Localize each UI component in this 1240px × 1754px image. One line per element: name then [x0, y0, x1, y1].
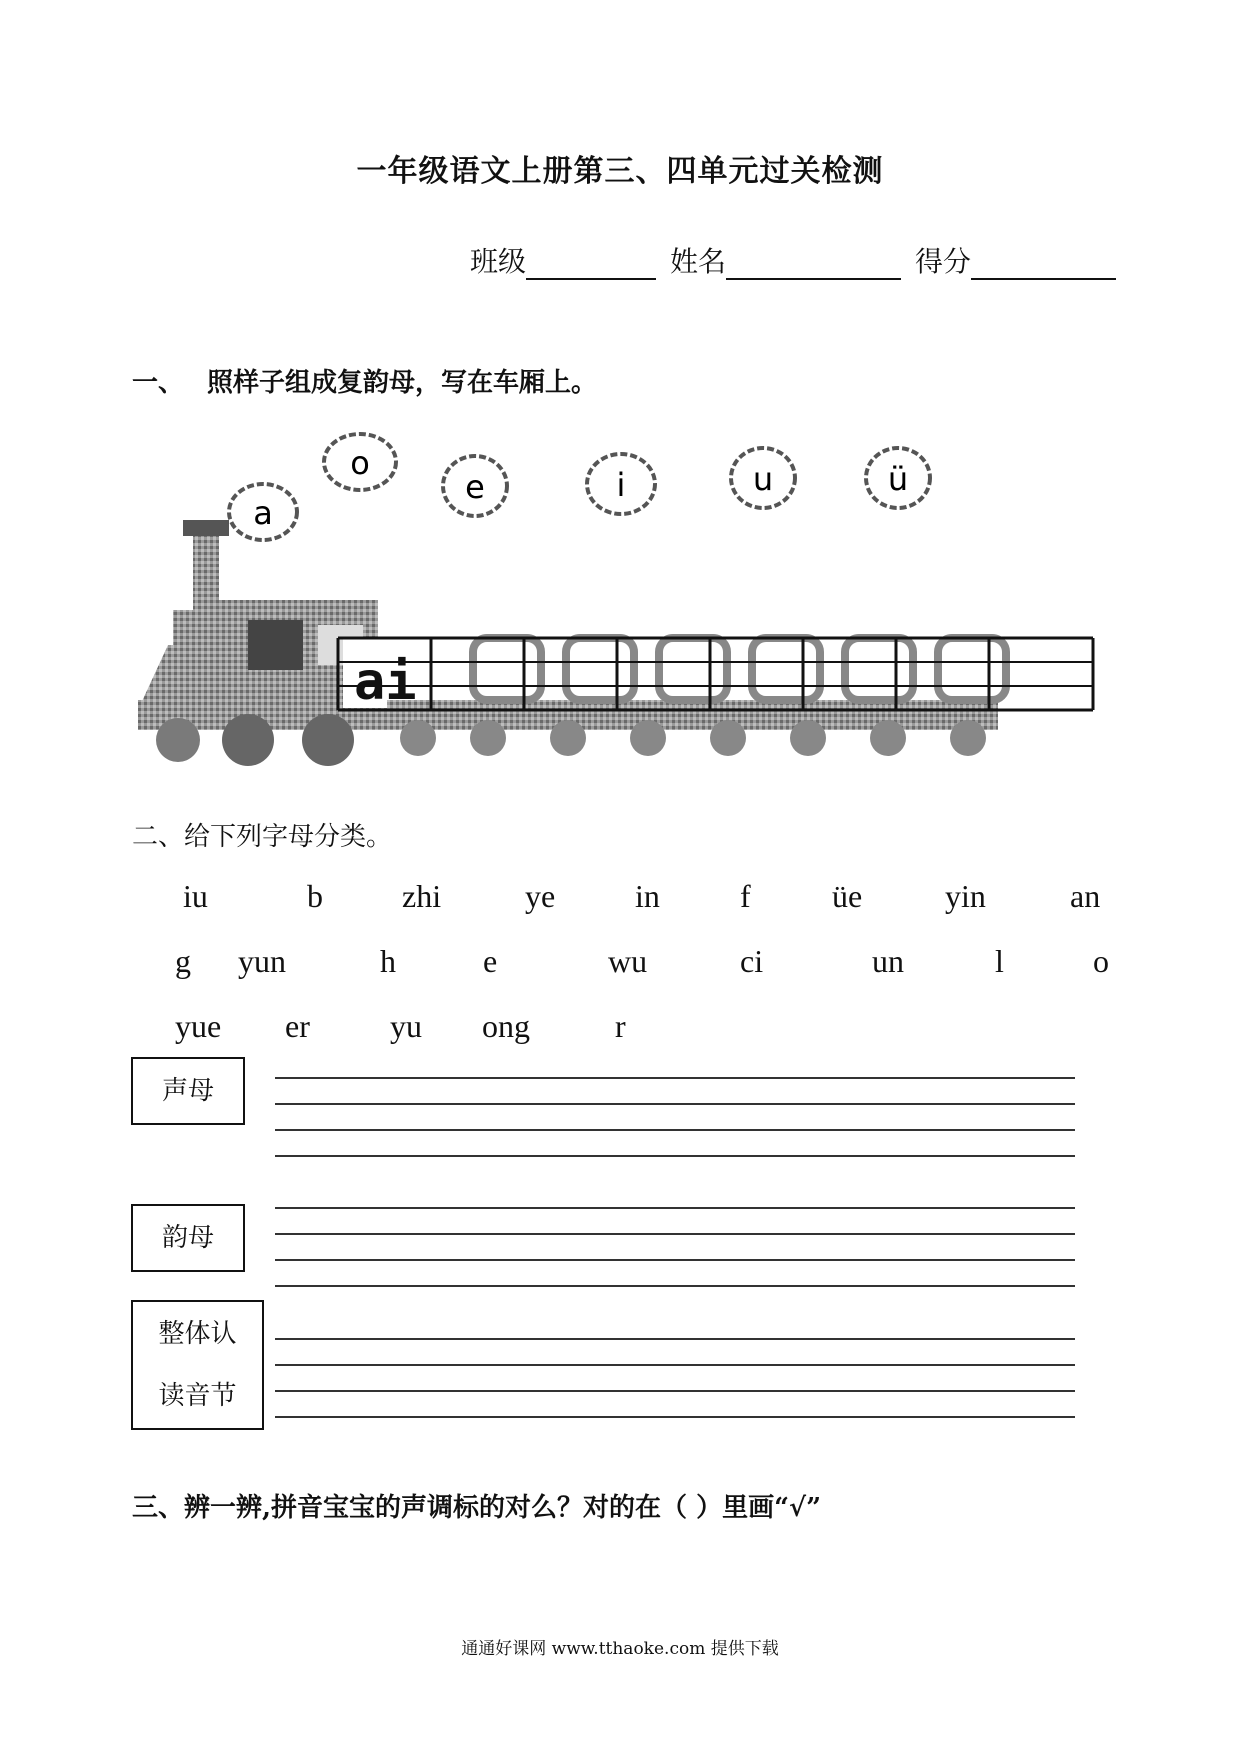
letter: üe	[832, 878, 863, 914]
answer-line[interactable]	[275, 1077, 1075, 1079]
category-label: 读音节	[158, 1381, 237, 1411]
category-box-whole-syllables	[131, 1300, 264, 1430]
cloud-letter: u	[752, 460, 774, 498]
name-blank[interactable]	[726, 248, 901, 280]
letter: iu	[183, 878, 208, 914]
letter: yu	[390, 1008, 422, 1044]
category-label: 整体认	[158, 1319, 237, 1349]
answer-line[interactable]	[275, 1129, 1075, 1131]
class-label: 班级	[470, 245, 527, 278]
letter: f	[740, 878, 751, 914]
answer-line[interactable]	[275, 1233, 1075, 1235]
page-title: 一年级语文上册第三、四单元过关检测	[356, 154, 884, 189]
letter: ye	[525, 878, 556, 914]
answer-line[interactable]	[275, 1338, 1075, 1340]
class-blank[interactable]	[526, 248, 656, 280]
section1-number: 一、	[132, 368, 185, 398]
letter: an	[1070, 878, 1101, 914]
category-label: 声母	[161, 1076, 214, 1106]
letter: er	[285, 1008, 310, 1044]
cloud-letter: o	[350, 444, 370, 482]
letter: l	[995, 943, 1004, 979]
answer-line[interactable]	[275, 1207, 1075, 1209]
name-label: 姓名	[670, 245, 727, 278]
answer-line[interactable]	[275, 1259, 1075, 1261]
letter: b	[307, 878, 323, 914]
letter: yun	[238, 943, 286, 979]
letter: g	[175, 943, 191, 979]
section2-heading: 二、给下列字母分类。	[132, 822, 393, 852]
score-blank[interactable]	[971, 248, 1116, 280]
letter: zhi	[402, 878, 442, 914]
answer-line[interactable]	[275, 1285, 1075, 1287]
cloud-letter: i	[616, 466, 626, 504]
letter: in	[635, 878, 660, 914]
category-box-initials	[131, 1057, 245, 1125]
cloud-letter: ü	[887, 460, 909, 498]
letter: yin	[945, 878, 986, 914]
letter: un	[872, 943, 904, 979]
footer: 通通好课网 www.tthaoke.com 提供下载	[461, 1639, 779, 1659]
letter: ci	[740, 943, 764, 979]
student-info	[470, 240, 1116, 280]
train-illustration	[138, 420, 1098, 800]
score-label: 得分	[915, 245, 972, 278]
answer-line[interactable]	[275, 1155, 1075, 1157]
letter: wu	[608, 943, 648, 979]
section1-heading: 照样子组成复韵母，写在车厢上。	[207, 368, 598, 398]
answer-line[interactable]	[275, 1364, 1075, 1366]
section3-heading: 三、辨一辨,拼音宝宝的声调标的对么？对的在（ ）里画“√”	[132, 1493, 822, 1523]
example-answer: ai	[354, 652, 417, 712]
category-box-finals	[131, 1204, 245, 1272]
letter: ong	[482, 1008, 530, 1044]
answer-line[interactable]	[275, 1103, 1075, 1105]
cloud-letter: a	[253, 494, 273, 532]
letter: o	[1093, 943, 1109, 979]
letter: e	[483, 943, 498, 979]
answer-line[interactable]	[275, 1416, 1075, 1418]
letter: r	[615, 1008, 626, 1044]
letter: h	[380, 943, 396, 979]
cloud-letter: e	[465, 468, 485, 506]
smoke-clouds	[229, 434, 930, 540]
carriages	[473, 638, 1006, 700]
answer-line[interactable]	[275, 1390, 1075, 1392]
category-label: 韵母	[161, 1223, 214, 1253]
letter: yue	[175, 1008, 222, 1044]
